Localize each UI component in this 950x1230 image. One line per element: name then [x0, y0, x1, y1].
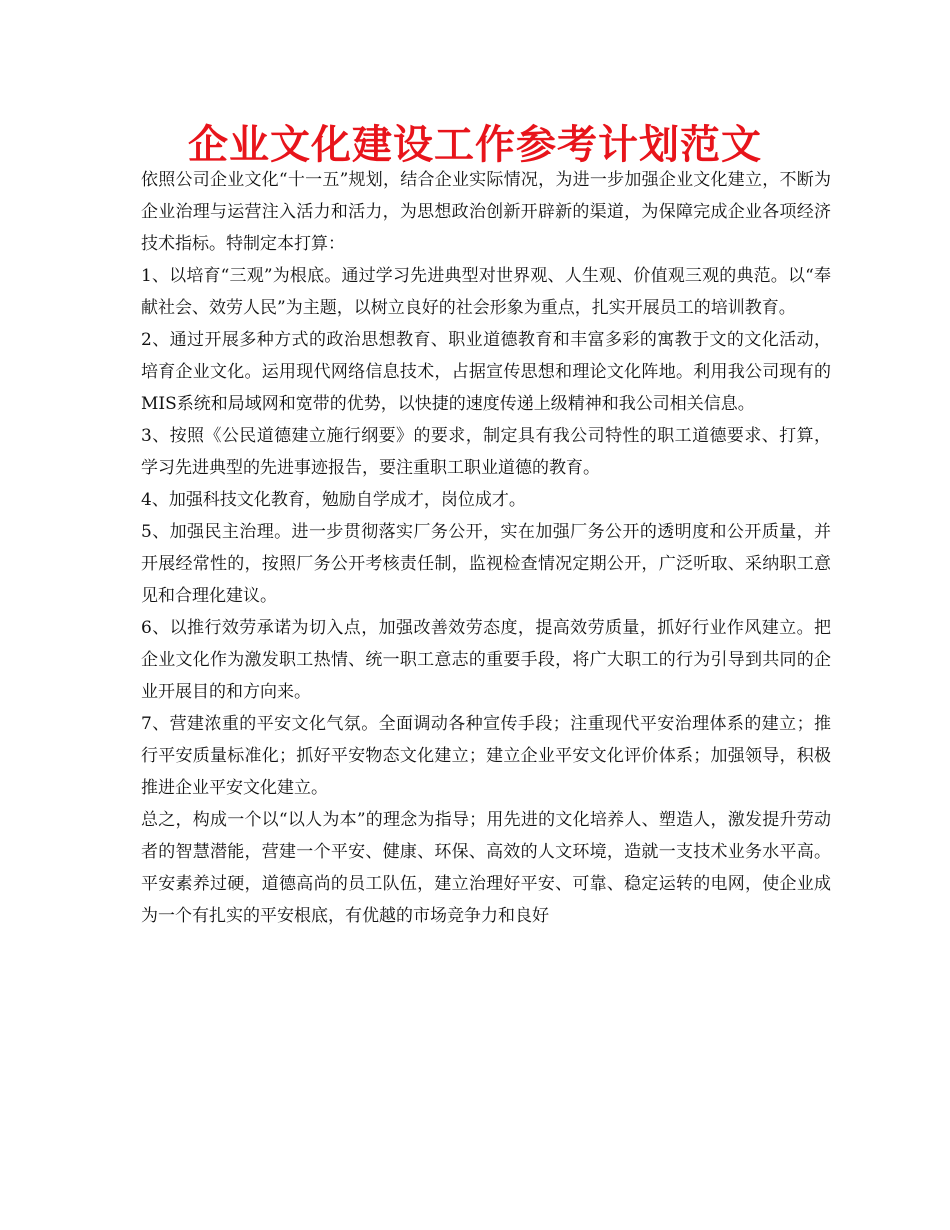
paragraph-item-4: 4、加强科技文化教育，勉励自学成才，岗位成才。	[141, 490, 526, 510]
paragraph-intro: 依照公司企业文化“十一五”规划，结合企业实际情况，为进一步加强企业文化建立，不断为企业治理与运营注入活力和活力，为思想政治创新开辟新的渠道，为保障完成企业各项经济技术指标。特制定本打算：	[141, 170, 831, 254]
paragraph-item-3: 3、按照《公民道德建立施行纲要》的要求，制定具有我公司特性的职工道德要求、打算，学习先进典型的先进事迹报告，要注重职工职业道德的教育。	[141, 426, 831, 478]
paragraph-item-6: 6、以推行效劳承诺为切入点，加强改善效劳态度，提高效劳质量，抓好行业作风建立。把企业文化作为激发职工热情、统一职工意志的重要手段，将广大职工的行为引导到共同的企业开展目的和方向来。	[141, 618, 831, 702]
paragraph-item-2: 2、通过开展多种方式的政治思想教育、职业道德教育和丰富多彩的寓教于文的文化活动，培育企业文化。运用现代网络信息技术，占据宣传思想和理论文化阵地。利用我公司现有的MIS系统和局域网和宽带的优势，以快捷的速度传递上级精神和我公司相关信息。	[141, 330, 831, 414]
paragraph-item-5: 5、加强民主治理。进一步贯彻落实厂务公开，实在加强厂务公开的透明度和公开质量，并开展经常性的，按照厂务公开考核责任制，监视检查情况定期公开，广泛听取、采纳职工意见和合理化建议。	[141, 522, 831, 606]
paragraph-item-1: 1、以培育“三观”为根底。通过学习先进典型对世界观、人生观、价值观三观的典范。以“奉献社会、效劳人民”为主题，以树立良好的社会形象为重点，扎实开展员工的培训教育。	[141, 266, 831, 318]
document-body	[141, 164, 831, 932]
paragraph-item-7: 7、营建浓重的平安文化气氛。全面调动各种宣传手段；注重现代平安治理体系的建立；推行平安质量标准化；抓好平安物态文化建立；建立企业平安文化评价体系；加强领导，积极推进企业平安文化建立。	[141, 714, 831, 798]
paragraph-summary: 总之，构成一个以“以人为本”的理念为指导；用先进的文化培养人、塑造人，激发提升劳动者的智慧潜能，营建一个平安、健康、环保、高效的人文环境，造就一支技术业务水平高。平安素养过硬，道德高尚的员工队伍，建立治理好平安、可靠、稳定运转的电网，使企业成为一个有扎实的平安根底，有优越的市场竞争力和良好	[141, 810, 831, 926]
document-title: 企业文化建设工作参考计划范文	[188, 122, 762, 168]
